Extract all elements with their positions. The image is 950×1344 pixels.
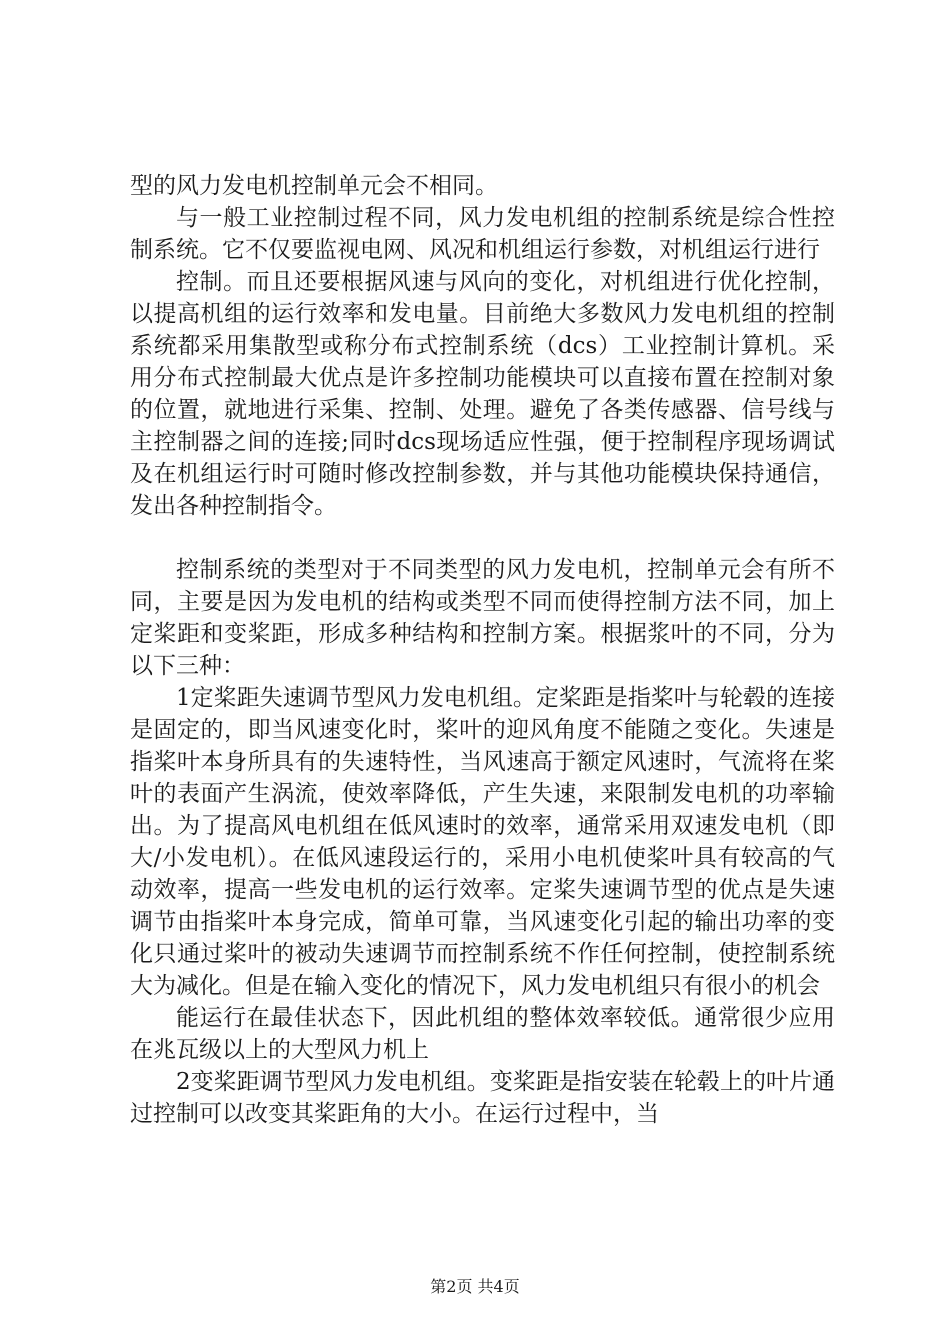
paragraph: 能运行在最佳状态下，因此机组的整体效率较低。通常很少应用在兆瓦级以上的大型风力机上 — [130, 1005, 835, 1063]
page-number: 第2页 共4页 — [430, 1277, 520, 1296]
paragraph: 2变桨距调节型风力发电机组。变桨距是指安装在轮毂上的叶片通过控制可以改变其桨距角的大小。在运行过程中，当 — [130, 1069, 835, 1127]
paragraph: 1定桨距失速调节型风力发电机组。定桨距是指桨叶与轮毂的连接是固定的，即当风速变化时，桨叶的迎风角度不能随之变化。失速是指桨叶本身所具有的失速特性，当风速高于额定风速时，气流将在桨叶的表面产生涡流，使效率降低，产生失速，来限制发电机的功率输出。为了提高风电机组在低风速时的效率，通常采用双速发电机（即大/小发电机）。在低风速段运行的，采用小电机使桨叶具有较高的气动效率，提高一些发电机的运行效率。定桨失速调节型的优点是失速调节由指桨叶本身完成，简单可靠，当风速变化引起的输出功率的变化只通过桨叶的被动失速调节而控制系统不作任何控制，使控制系统大为减化。但是在输入变化的情况下，风力发电机组只有很小的机会 — [130, 685, 835, 999]
paragraph-spacer — [130, 522, 835, 554]
paragraph: 控制。而且还要根据风速与风向的变化，对机组进行优化控制，以提高机组的运行效率和发电量。目前绝大多数风力发电机组的控制系统都采用集散型或称分布式控制系统（dcs）工业控制计算机。采用分布式控制最大优点是许多控制功能模块可以直接布置在控制对象的位置，就地进行采集、控制、处理。避免了各类传感器、信号线与主控制器之间的连接;同时dcs现场适应性强，便于控制程序现场调试及在机组运行时可随时修改控制参数，并与其他功能模块保持通信，发出各种控制指令。 — [130, 269, 835, 519]
paragraph: 型的风力发电机控制单元会不相同。 — [130, 173, 498, 199]
page-footer — [0, 1274, 950, 1297]
paragraph: 与一般工业控制过程不同，风力发电机组的控制系统是综合性控制系统。它不仅要监视电网、风况和机组运行参数，对机组运行进行 — [130, 205, 835, 263]
document-body — [130, 170, 835, 1130]
paragraph: 控制系统的类型对于不同类型的风力发电机，控制单元会有所不同，主要是因为发电机的结构或类型不同而使得控制方法不同，加上定桨距和变桨距，形成多种结构和控制方案。根据浆叶的不同，分为以下三种： — [130, 557, 835, 679]
